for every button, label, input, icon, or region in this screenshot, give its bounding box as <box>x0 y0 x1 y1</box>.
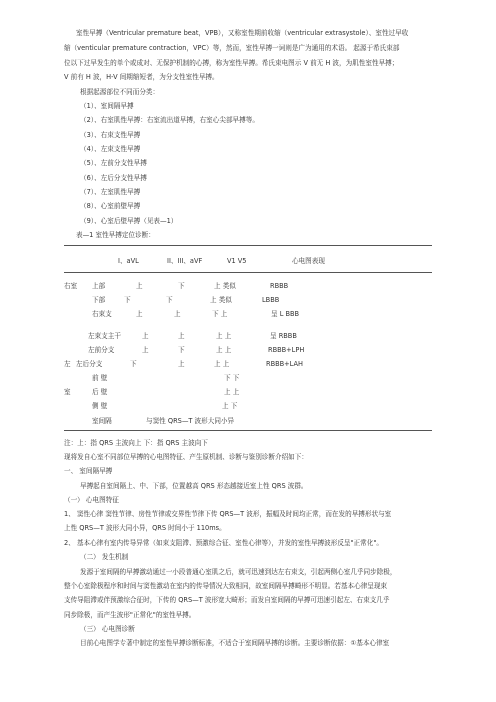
table-title: 表—1 室性早搏定位诊断： <box>76 231 155 239</box>
table-cell-ecg: LBBB <box>262 296 280 304</box>
table-cell-side: 室 <box>64 388 71 396</box>
table-cell-lead3: 上 下 <box>222 402 238 410</box>
diagnosis-line-1: 目前心电图学专著中制定的室性早搏诊断标准，不适合于室间隔早搏的诊断。主要诊断依据：①基本心律室 <box>80 639 390 647</box>
class-item-4: （4）、左束支性早搏 <box>80 145 141 153</box>
point-1-line-2: 上性 QRS—T 波形大同小异，QRS 时间小于 110ms。 <box>64 524 226 532</box>
table-cell-part: 上部 <box>92 282 106 290</box>
class-item-2: （2）、右室肌性早搏：右室流出道早搏，右室心尖部早搏等。 <box>80 116 259 124</box>
table-header-rule <box>64 272 432 273</box>
table-header-leads-1: I、aVL <box>118 257 139 265</box>
class-item-6: （6）、左后分支性早搏 <box>80 174 147 182</box>
subheading-diagnosis: （三） 心电图诊断 <box>80 625 135 633</box>
subheading-mechanism: （二） 发生机制 <box>80 553 129 561</box>
table-header-leads-2: II、III、aVF <box>167 257 203 265</box>
table-cell-lead1: 上 <box>142 346 149 354</box>
point-1-line-1: 1、 窦性心律 窦性节律、房性节律或交界性节律下传 QRS—T 波形，振幅及时间均正常，而在发的早搏形状与室 <box>64 510 392 518</box>
intro-line-3: 位以下过早发生的单个或成对、无保护机制的心搏，称为室性早搏。希氏束电图示 V 前无 H 波，为肌性室性早搏； <box>64 59 399 67</box>
intro-line-4: V 前有 H 波，H-V 间期缩短者，为分支性室性早搏。 <box>64 73 219 81</box>
table-cell-lead1: 下 <box>124 296 131 304</box>
table-cell-part: 侧 壁 <box>92 402 108 410</box>
table-cell-lead2: 上 <box>174 310 181 318</box>
subheading-ecg-features: （一） 心电图特征 <box>64 496 119 504</box>
class-item-5: （5）、左前分支性早搏 <box>80 159 147 167</box>
class-item-8: （8）、心室前壁早搏 <box>80 202 141 210</box>
intro-line-2: 缩（venticular premature contraction，VPC）等，然而，室性早搏一词则是广为通用的术语。 起源于希氏束部 <box>64 44 400 52</box>
class-item-9: （9）、心室后壁早搏（见表—1） <box>80 217 178 225</box>
class-item-3: （3）、右束支性早搏 <box>80 131 141 139</box>
table-cell-part: 左后分支 <box>76 360 103 368</box>
table-cell-lead3: 下 下 <box>224 374 240 382</box>
mechanism-line-3: 支传导阻滞或伴预激综合征时，下传的 QRS—T 波形宽大畸形；而发自室间隔的早搏可迅速引起左、右束支几乎 <box>64 596 390 604</box>
table-cell-lead2: 与窦性 QRS—T 波形大同小异 <box>146 417 235 425</box>
classification-lead: 根据起源部位不同而分类： <box>80 88 160 96</box>
table-cell-lead2: 下 <box>166 296 173 304</box>
mechanism-line-2: 整个心室除极程序和时间与窦性激动在室内的传导情况大致相同，故室间隔早搏畸形不明显。若基本心律呈现束 <box>64 582 388 590</box>
table-cell-ecg: RBBB <box>270 282 289 290</box>
class-item-1: （1）、室间隔早搏 <box>80 102 134 110</box>
table-cell-lead1: 上 <box>136 282 143 290</box>
table-cell-part: 后 壁 <box>92 388 108 396</box>
table-cell-part: 前 壁 <box>92 374 108 382</box>
table-cell-ecg: RBBB+LPH <box>268 346 305 354</box>
section-1-body: 早搏起自室间隔上、中、下部，位置越高 QRS 形态越接近室上性 QRS 波群。 <box>80 482 308 490</box>
class-item-7: （7）、左室肌性早搏 <box>80 188 141 196</box>
table-cell-lead3: 上 上 <box>216 332 232 340</box>
table-cell-lead3: 上 上 <box>224 388 240 396</box>
section-heading-1: 一、 室间隔早搏 <box>64 467 113 475</box>
table-cell-side: 右室 <box>64 282 78 290</box>
table-cell-lead3: 上 类似 <box>210 296 232 304</box>
table-cell-lead3: 上 上 <box>214 360 230 368</box>
table-cell-part: 左束支主干 <box>88 332 121 340</box>
table-cell-ecg: RBBB+LAH <box>266 360 303 368</box>
table-cell-lead1: 下 <box>130 360 137 368</box>
table-bottom-rule <box>64 430 432 431</box>
table-header-leads-3: V1 V5 <box>227 257 247 265</box>
point-2: 2、 基本心律有室内传导异常（如束支阻滞、预激综合征、室性心律等），并发的室性早搏波形反呈"正常化"。 <box>64 539 383 547</box>
table-cell-side: 左 <box>64 360 71 368</box>
table-cell-lead2: 下 <box>178 346 185 354</box>
intro-next: 现将发自心室不同部位早搏的心电图特征、产生原机制、诊断与鉴别诊断介绍如下： <box>64 453 308 461</box>
intro-line-1: 室性早搏（Ventricular premature beat，VPB），又称室性期前收缩（ventricular extrasystole）、室性过早收 <box>76 29 409 37</box>
table-cell-lead3: 下 上 <box>212 310 228 318</box>
table-cell-lead2: 下 <box>178 282 185 290</box>
table-cell-lead1: 上 <box>142 332 149 340</box>
table-cell-part: 右束支 <box>92 310 112 318</box>
table-cell-lead1: 上 <box>136 310 143 318</box>
mechanism-line-1: 发源于室间隔的早搏激动通过一小段普通心室肌之后，就可迅速到达左右束支，引起两侧心室几乎同步除极， <box>80 568 397 576</box>
mechanism-line-4: 同步除极，而产生波形"正常化"的室性早搏。 <box>64 611 196 619</box>
table-top-rule <box>64 245 432 246</box>
table-cell-part: 室间隔 <box>92 417 112 425</box>
table-cell-lead2: 上 <box>178 332 185 340</box>
table-cell-lead2: 上 <box>178 360 185 368</box>
table-cell-ecg: 呈 RBBB <box>270 332 297 340</box>
table-cell-ecg: 呈 L BBB <box>271 310 300 318</box>
table-header-ecg: 心电图表现 <box>292 257 325 265</box>
table-note: 注：上：指 QRS 主波向上 下：指 QRS 主波向下 <box>64 439 208 447</box>
table-cell-part: 下部 <box>92 296 106 304</box>
table-cell-lead3: 上 上 <box>216 346 232 354</box>
table-cell-part: 左前分支 <box>88 346 115 354</box>
table-cell-lead3: 上 类似 <box>214 282 236 290</box>
